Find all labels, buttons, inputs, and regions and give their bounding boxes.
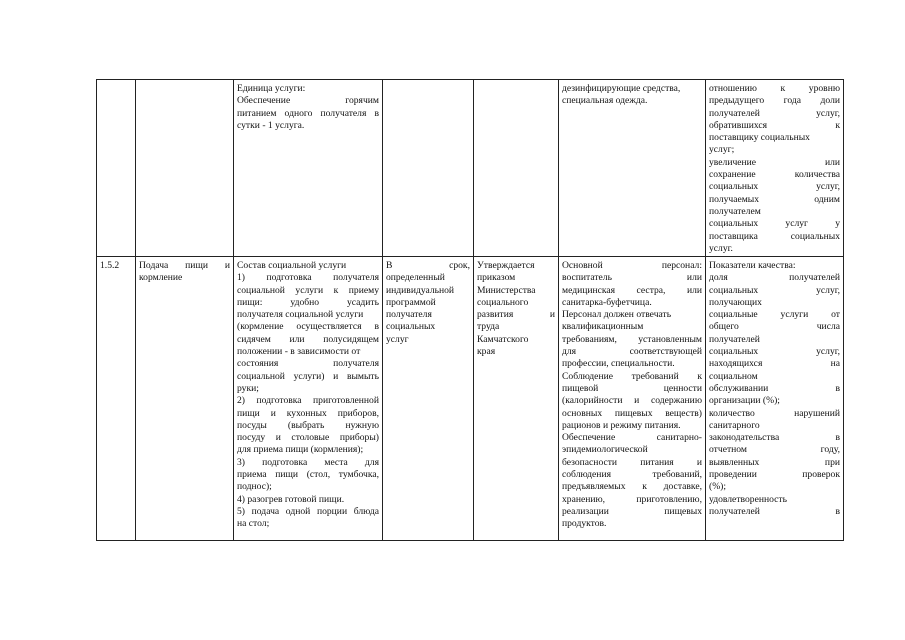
cell-line: предъявляемых к доставке, bbox=[562, 481, 702, 493]
cell-line: В срок, bbox=[386, 260, 470, 271]
cell-line: рационов и режиму питания. bbox=[562, 419, 681, 431]
conditions-text bbox=[562, 260, 702, 531]
cell-line: социальных услуг, bbox=[709, 346, 840, 358]
cell-line: кормление bbox=[139, 272, 183, 284]
cell-line: соблюдения требований, bbox=[562, 469, 702, 481]
cell-line: Камчатского bbox=[477, 333, 529, 345]
cell-line: получателя социальной услуги bbox=[237, 309, 364, 321]
term-text bbox=[386, 260, 470, 346]
cell-line: дезинфицирующие средства, bbox=[562, 83, 681, 94]
cell-line: посуды (выбрать нужную bbox=[237, 419, 379, 431]
cell-line: социальные услуги от bbox=[709, 309, 840, 321]
cell-line: Персонал должен отвечать bbox=[562, 309, 672, 321]
cell-line: для приема пищи (кормления); bbox=[237, 444, 364, 456]
cell-line: 2) подготовка приготовленной bbox=[237, 395, 379, 407]
cell-line: посуду и столовые приборы) bbox=[237, 432, 379, 444]
cell-line: отношению к уровню bbox=[709, 83, 840, 94]
cell-line: увеличение или bbox=[709, 156, 840, 168]
cell-line: получающих bbox=[709, 296, 762, 308]
cell-line: (%); bbox=[709, 481, 727, 493]
cell-line: получаемых одним bbox=[709, 193, 840, 205]
approval-cell bbox=[474, 257, 559, 541]
cell-line: края bbox=[477, 346, 496, 358]
cell-line: Утверждается bbox=[477, 260, 535, 271]
services-table bbox=[96, 79, 844, 541]
cell-line: для соответствующей bbox=[562, 346, 702, 358]
cell-line: Основной персонал: bbox=[562, 260, 702, 271]
cell-line: удовлетворенность bbox=[709, 493, 787, 505]
cell-line: получателей услуг, bbox=[709, 107, 840, 119]
cell-line: получателем bbox=[709, 205, 761, 217]
approval-text bbox=[477, 260, 555, 358]
service-name-text bbox=[139, 260, 230, 285]
cell-line: поднос); bbox=[237, 481, 272, 493]
service-name-cell bbox=[136, 80, 234, 257]
cell-line: отчетном году, bbox=[709, 444, 840, 456]
cell-line: обратившихся к bbox=[709, 119, 840, 131]
cell-line: поставщика социальных bbox=[709, 230, 840, 242]
conditions-text bbox=[562, 83, 702, 108]
cell-line: руки; bbox=[237, 382, 259, 394]
cell-line: санитарного bbox=[709, 419, 760, 431]
cell-line: Обеспечение горячим bbox=[237, 95, 379, 107]
cell-line: находящихся на bbox=[709, 358, 840, 370]
cell-line: (калорийности и содержанию bbox=[562, 395, 702, 407]
cell-line: Состав социальной услуги bbox=[237, 260, 347, 271]
cell-line: обслуживании в bbox=[709, 382, 840, 394]
cell-line: питанием одного получателя в bbox=[237, 107, 379, 119]
cell-line: социального bbox=[477, 296, 529, 308]
cell-line: законодательства в bbox=[709, 432, 840, 444]
cell-line: услуг bbox=[386, 333, 409, 345]
cell-line: социальных услуг, bbox=[709, 181, 840, 193]
cell-line: социальном bbox=[709, 370, 758, 382]
cell-line: профессии, специальности. bbox=[562, 358, 675, 370]
cell-line: приема пищи (стол, тумбочка, bbox=[237, 469, 379, 481]
cell-line: общего числа bbox=[709, 321, 840, 333]
cell-line: состояния получателя bbox=[237, 358, 379, 370]
cell-line: сидячем или полусидящем bbox=[237, 333, 379, 345]
cell-line: 3) подготовка места для bbox=[237, 456, 379, 468]
cell-line: сохранение количества bbox=[709, 169, 840, 181]
service-description-text bbox=[237, 83, 379, 132]
cell-line: требованиям, установленным bbox=[562, 333, 702, 345]
cell-line: проведении проверок bbox=[709, 469, 840, 481]
table-row bbox=[97, 257, 844, 541]
cell-line: квалификационным bbox=[562, 321, 644, 333]
cell-line: поставщику социальных bbox=[709, 132, 810, 144]
quality-cell bbox=[706, 257, 844, 541]
cell-line: Министерства bbox=[477, 284, 536, 296]
cell-line: доля получателей bbox=[709, 272, 840, 284]
cell-line: 4) разогрев готовой пищи. bbox=[237, 493, 345, 505]
quality-text bbox=[709, 83, 840, 255]
cell-line: пищи и кухонных приборов, bbox=[237, 407, 379, 419]
cell-line: Показатели качества: bbox=[709, 260, 796, 271]
cell-line: положении - в зависимости от bbox=[237, 346, 361, 358]
cell-line: услуг. bbox=[709, 242, 733, 254]
cell-line: Соблюдение требований к bbox=[562, 370, 702, 382]
cell-line: социальной услуги) и вымыть bbox=[237, 370, 379, 382]
cell-line: Подача пищи и bbox=[139, 260, 230, 271]
cell-line: выявленных при bbox=[709, 456, 840, 468]
term-cell bbox=[383, 80, 474, 257]
cell-line: пищевой ценности bbox=[562, 382, 702, 394]
cell-line: количество нарушений bbox=[709, 407, 840, 419]
cell-line: безопасности питания и bbox=[562, 456, 702, 468]
cell-line: санитарка-буфетчица. bbox=[562, 296, 652, 308]
cell-line: основных пищевых веществ) bbox=[562, 407, 702, 419]
cell-line: получателей bbox=[709, 333, 760, 345]
row-number: 1.5.2 bbox=[100, 260, 120, 271]
table-row bbox=[97, 80, 844, 257]
service-description-text bbox=[237, 260, 379, 531]
quality-text bbox=[709, 260, 840, 518]
cell-line: услуг; bbox=[709, 144, 735, 156]
cell-line: Обеспечение санитарно- bbox=[562, 432, 702, 444]
cell-line: медицинская сестра, или bbox=[562, 284, 702, 296]
row-number-cell bbox=[97, 257, 136, 541]
cell-line: труда bbox=[477, 321, 500, 333]
cell-line: социальной услуги к приему bbox=[237, 284, 379, 296]
cell-line: 1) подготовка получателя bbox=[237, 272, 379, 284]
cell-line: получателей в bbox=[709, 505, 840, 517]
row-number-cell bbox=[97, 80, 136, 257]
cell-line: Единица услуги: bbox=[237, 83, 306, 94]
cell-line: эпидемиологической bbox=[562, 444, 648, 456]
cell-line: приказом bbox=[477, 272, 516, 284]
cell-line: получателя bbox=[386, 309, 432, 321]
conditions-cell bbox=[559, 80, 706, 257]
quality-cell bbox=[706, 80, 844, 257]
cell-line: продуктов. bbox=[562, 518, 607, 530]
cell-line: сутки - 1 услуга. bbox=[237, 119, 305, 131]
service-description-cell bbox=[234, 257, 383, 541]
cell-line: предыдущего года доли bbox=[709, 95, 840, 107]
cell-line: развития и bbox=[477, 309, 555, 321]
service-description-cell bbox=[234, 80, 383, 257]
cell-line: специальная одежда. bbox=[562, 95, 648, 107]
cell-line: программой bbox=[386, 296, 436, 308]
conditions-cell bbox=[559, 257, 706, 541]
cell-line: 5) подача одной порции блюда bbox=[237, 505, 379, 517]
cell-line: хранению, приготовлению, bbox=[562, 493, 702, 505]
cell-line: (кормление осуществляется в bbox=[237, 321, 379, 333]
cell-line: индивидуальной bbox=[386, 284, 455, 296]
approval-cell bbox=[474, 80, 559, 257]
cell-line: организации (%); bbox=[709, 395, 780, 407]
cell-line: пищи: удобно усадить bbox=[237, 296, 379, 308]
cell-line: определенный bbox=[386, 272, 445, 284]
cell-line: реализации пищевых bbox=[562, 505, 702, 517]
cell-line: социальных услуг у bbox=[709, 218, 840, 230]
cell-line: социальных услуг, bbox=[709, 284, 840, 296]
term-cell bbox=[383, 257, 474, 541]
cell-line: социальных bbox=[386, 321, 436, 333]
cell-line: воспитатель или bbox=[562, 272, 702, 284]
cell-line: на стол; bbox=[237, 518, 270, 530]
service-name-cell bbox=[136, 257, 234, 541]
